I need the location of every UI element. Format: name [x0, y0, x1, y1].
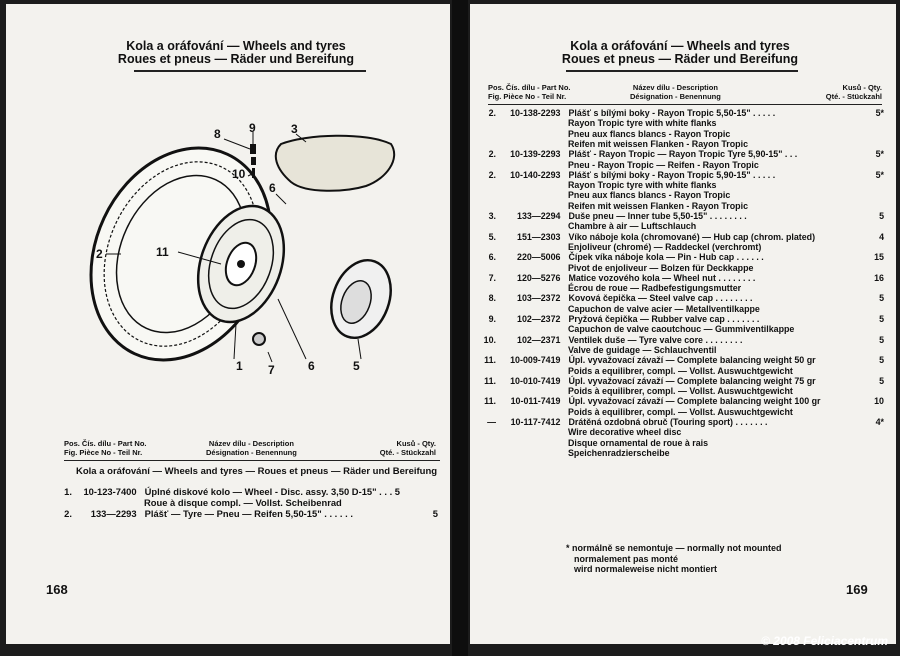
right-page-number: 169 [846, 582, 868, 597]
callout-8: 8 [214, 127, 221, 141]
inner-tube-drawing [276, 136, 394, 191]
right-row-cont: Capuchon de valve caoutchouc — Gummiventilkappe [568, 324, 795, 335]
left-col-header-desc: Název dílu - Description Désignation - Benennung [206, 439, 297, 457]
right-row: 11. 10-011-7419 Úpl. vyvažovací závaží — Complete balancing weight 100 gr [484, 396, 821, 407]
left-page [6, 4, 450, 644]
right-row-cont: Reifen mit weissen Flanken - Rayon Tropic [568, 200, 749, 211]
right-title [550, 40, 810, 66]
wheel-nut-drawing [253, 333, 265, 345]
right-row-cont: Pivot de enjoliveur — Bolzen für Deckkappe [568, 262, 754, 273]
right-row-qty: 4* [875, 417, 884, 427]
right-row-cont: Disque ornamental de roue à rais [568, 437, 709, 448]
callout-6-bottom: 6 [308, 359, 315, 373]
right-row: 9. 102—2372 Pryžová čepička — Rubber valve cap . . . . . . . [488, 314, 760, 324]
right-row: 8. 103—2372 Kovová čepička — Steel valve cap . . . . . . . . [488, 293, 753, 304]
right-row-qty: 5* [875, 108, 884, 118]
left-title-line-1: Kola a oráfování — Wheels and tyres [126, 39, 346, 53]
right-row-qty: 4 [879, 231, 884, 242]
left-row-2-qty: 5 [432, 508, 438, 519]
right-row-cont: Écrou de roue — Radbefestigungsmutter [568, 283, 742, 294]
left-row-2: 2. 133—2293 Plášť — Tyre — Pneu — Reifen 5,50-15" . . . . . . [64, 508, 353, 519]
right-row: 2. 10-139-2293 Plášť - Rayon Tropic — Rayon Tropic Tyre 5,90-15" . . . [488, 149, 798, 160]
right-row: 6. 220—5006 Čípek víka náboje kola — Pin - Hub cap . . . . . . [488, 252, 764, 263]
right-row-cont: Capuchon de valve acier — Metallventilkappe [568, 303, 760, 314]
right-row: — 10-117-7412 Drátěná ozdobná obruč (Touring sport) . . . . . . . [487, 417, 768, 427]
right-col-header-qty: Kusů - Qty. Qté. - Stückzahl [825, 83, 882, 101]
right-row-qty: 5* [875, 149, 884, 160]
right-page [470, 4, 896, 644]
right-row-cont: Enjoliveur (chromé) — Raddeckel (verchromt) [568, 241, 762, 252]
right-row-cont: Valve de guidage — Schlauchventil [568, 344, 717, 355]
copyright-watermark: © 2008 Feliciacentrum [761, 634, 888, 648]
left-page-number: 168 [46, 582, 68, 597]
right-title-rule [566, 70, 798, 72]
right-row-cont: Speichenradzierscheibe [568, 447, 670, 458]
left-title-rule [134, 70, 366, 72]
right-row-qty: 5 [879, 314, 884, 324]
right-row-qty: 5 [879, 334, 884, 345]
right-row: 3. 133—2294 Duše pneu — Inner tube 5,50-15" . . . . . . . . [488, 211, 747, 221]
right-row-cont: Wire decorative wheel disc [568, 427, 682, 438]
right-row-cont: Poids à equilibrer, compl. — Vollst. Auswuchtgewicht [568, 386, 793, 397]
callout-11: 11 [156, 245, 169, 259]
callout-3: 3 [291, 122, 298, 136]
right-row-cont: Reifen mit weissen Flanken - Rayon Tropic [568, 138, 749, 149]
right-row: 2. 10-140-2293 Plášť s bílými boky - Rayon Tropic 5,90-15" . . . . . [488, 169, 776, 180]
right-title-line-2: Roues et pneus — Räder und Bereifung [561, 52, 799, 66]
callout-9: 9 [249, 121, 256, 135]
right-row-cont: Pneu - Rayon Tropic — Reifen - Rayon Tropic [568, 159, 759, 170]
right-row: 11. 10-010-7419 Úpl. vyvažovací závaží — Complete balancing weight 75 gr [484, 375, 816, 386]
left-col-header-qty: Kusů - Qty. Qté. - Stückzahl [379, 439, 436, 457]
book-gutter [452, 0, 468, 656]
right-row-cont: Poids a equilibrer, compl. — Vollst. Auswuchtgewicht [568, 365, 793, 376]
callout-10: 10 [232, 167, 246, 181]
hub-cap-drawing [321, 252, 401, 346]
right-row-qty: 5 [879, 355, 884, 366]
right-row-qty: 5 [879, 293, 884, 304]
right-row-qty: 16 [874, 272, 884, 283]
left-col-header-pos: Pos. Čís. dílu - Part No. Fig. Pièce No - Teil Nr. [64, 439, 147, 457]
left-row-1: 1. 10-123-7400 Úplné diskové kolo — Wheel - Disc. assy. 3,50 D-15" . . . 5 [64, 486, 401, 497]
right-row-cont: Pneu aux flancs blancs - Rayon Tropic [568, 190, 731, 201]
right-footnote: * normálně se nemontuje — normally not mounted normalement pas monté wird normaleweise nicht montiert [566, 543, 782, 574]
right-header-rule [488, 104, 882, 105]
right-row: 5. 151—2303 Víko náboje kola (chromované) — Hub cap (chrom. plated) [488, 231, 816, 242]
right-row: 7. 120—5276 Matice vozového kola — Wheel nut . . . . . . . . [488, 272, 756, 283]
left-row-1-cont: Roue à disque compl. — Vollst. Scheibenrad [144, 497, 342, 508]
left-title [106, 40, 366, 66]
callout-6-top: 6 [269, 181, 276, 195]
right-row: 10. 102—2371 Ventilek duše — Tyre valve core . . . . . . . . [483, 334, 743, 345]
right-row-cont: Chambre à air — Luftschlauch [568, 221, 697, 232]
right-row: 2. 10-138-2293 Plášť s bílými boky - Rayon Tropic 5,50-15" . . . . . [488, 108, 776, 118]
right-row-qty: 15 [874, 252, 884, 263]
callout-1: 1 [236, 359, 243, 373]
right-row: 11. 10-009-7419 Úpl. vyvažovací závaží — Complete balancing weight 50 gr [484, 355, 816, 366]
right-row-qty: 5 [879, 211, 884, 221]
right-title-line-1: Kola a oráfování — Wheels and tyres [570, 39, 790, 53]
right-col-header-pos: Pos. Čís. dílu - Part No. Fig. Pièce No - Teil Nr. [488, 83, 571, 101]
callout-7: 7 [268, 363, 275, 377]
right-row-cont: Rayon Tropic tyre with white flanks [568, 118, 717, 129]
right-row-cont: Rayon Tropic tyre with white flanks [568, 180, 717, 191]
left-title-line-2: Roues et pneus — Räder und Bereifung [117, 52, 355, 66]
left-section-title: Kola a oráfování — Wheels and tyres — Roues et pneus — Räder und Bereifung [76, 466, 438, 477]
callout-5: 5 [353, 359, 360, 373]
right-row-cont: Pneu aux flancs blancs - Rayon Tropic [568, 128, 731, 139]
wheel-exploded-diagram [6, 104, 450, 424]
right-col-header-desc: Název dílu - Description Désignation - Benennung [630, 83, 721, 101]
right-row-qty: 5* [875, 169, 884, 180]
right-row-qty: 5 [879, 375, 884, 386]
left-header-rule [64, 460, 440, 461]
right-row-qty: 10 [874, 396, 884, 407]
right-row-cont: Poids à equilibrer, compl. — Vollst. Auswuchtgewicht [568, 406, 793, 417]
callout-2: 2 [96, 247, 103, 261]
